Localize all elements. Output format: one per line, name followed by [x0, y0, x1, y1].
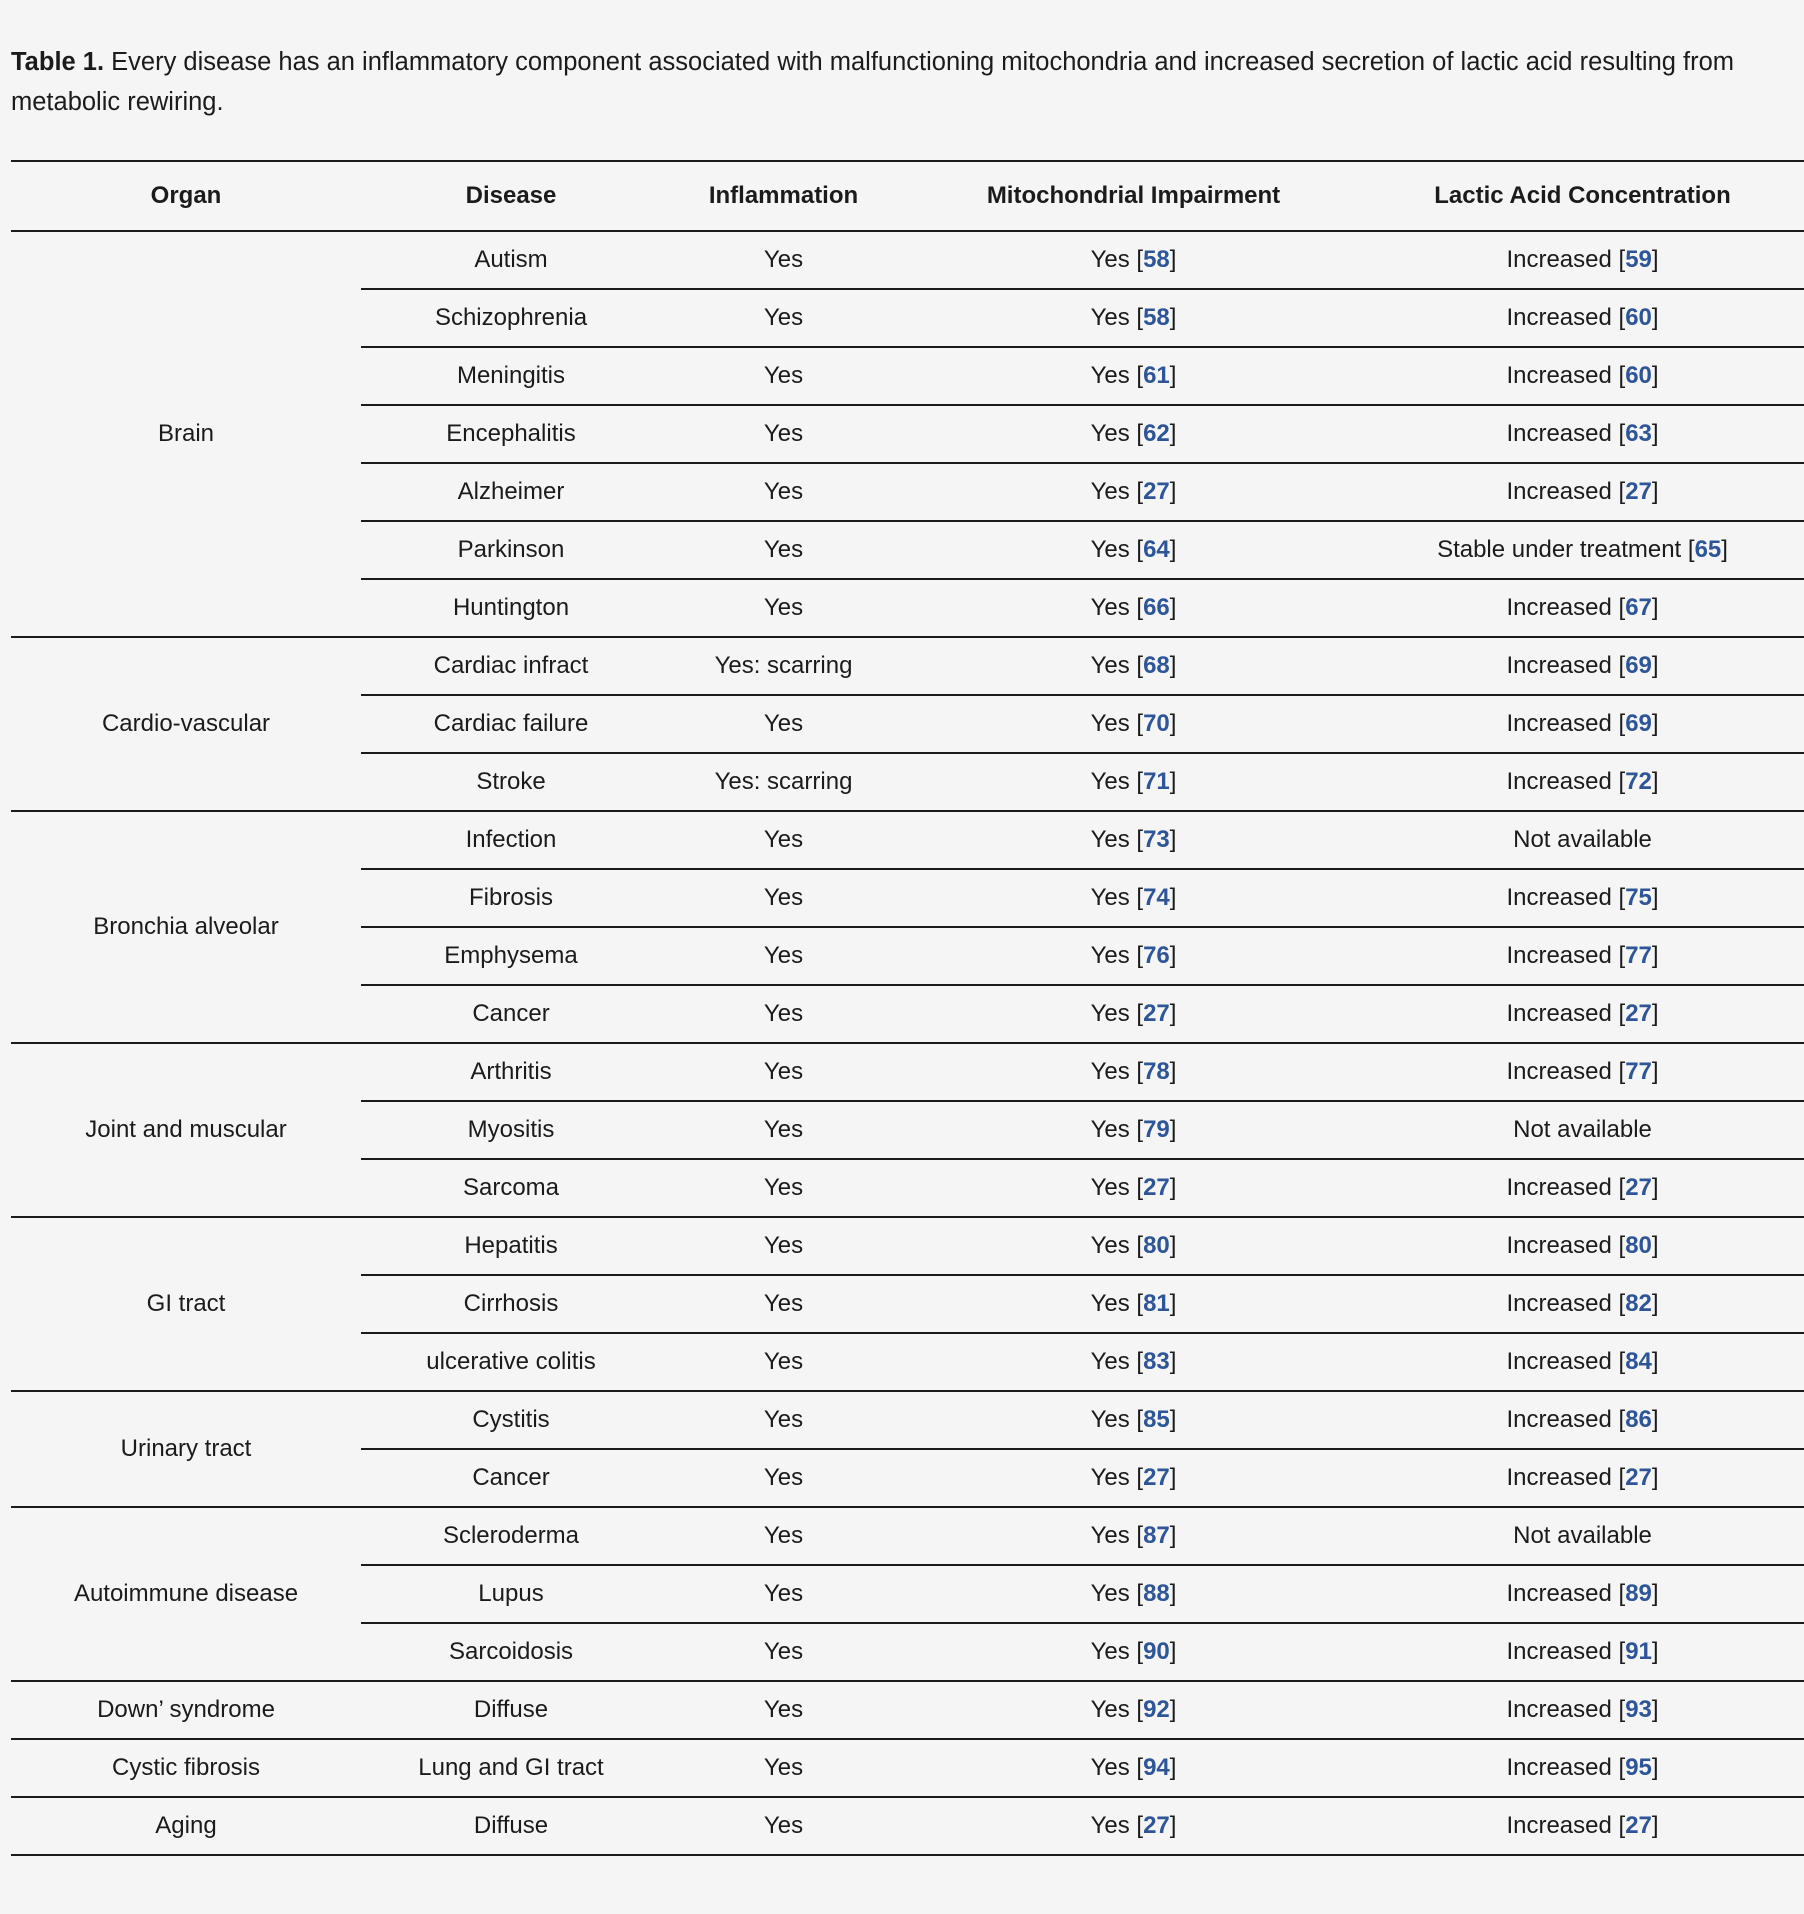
header-disease: Disease — [361, 161, 661, 231]
mitochondrial-impairment-cell: Yes [27] — [906, 1797, 1361, 1855]
mitochondrial-value: Yes — [1090, 362, 1130, 389]
citation-link[interactable]: 92 — [1143, 1696, 1170, 1723]
lactic-acid-cell: Increased [95] — [1361, 1739, 1804, 1797]
lactic-acid-cell — [1361, 811, 1804, 869]
lactic-acid-cell: Increased [69] — [1361, 695, 1804, 753]
citation-link[interactable]: 63 — [1625, 420, 1652, 447]
disease-cell: Diffuse — [361, 1681, 661, 1739]
disease-cell: Sarcoma — [361, 1159, 661, 1217]
citation-link[interactable]: 27 — [1143, 1174, 1170, 1201]
table-row — [11, 1739, 1804, 1797]
lactic-acid-value: Increased — [1506, 768, 1612, 795]
lactic-acid-value: Increased — [1506, 420, 1612, 447]
mitochondrial-value: Yes — [1090, 594, 1130, 621]
inflammation-cell: Yes — [661, 463, 906, 521]
citation-link[interactable]: 66 — [1143, 594, 1170, 621]
disease-cell: Sarcoidosis — [361, 1623, 661, 1681]
inflammation-cell: Yes — [661, 1217, 906, 1275]
citation-link[interactable]: 76 — [1143, 942, 1170, 969]
table-header-row — [11, 161, 1804, 231]
citation-link[interactable]: 60 — [1625, 304, 1652, 331]
citation-link[interactable]: 27 — [1143, 1812, 1170, 1839]
table-row — [11, 1507, 1804, 1565]
citation-link[interactable]: 64 — [1143, 536, 1170, 563]
organ-cell: Cardio-vascular — [11, 637, 361, 811]
disease-cell: Scleroderma — [361, 1507, 661, 1565]
mitochondrial-value: Yes — [1090, 942, 1130, 969]
mitochondrial-value: Yes — [1090, 652, 1130, 679]
lactic-acid-value: Increased — [1506, 1348, 1612, 1375]
citation-link[interactable]: 68 — [1143, 652, 1170, 679]
inflammation-cell: Yes — [661, 1101, 906, 1159]
lactic-acid-cell: Increased [89] — [1361, 1565, 1804, 1623]
citation-link[interactable]: 81 — [1143, 1290, 1170, 1317]
mitochondrial-impairment-cell: Yes [68] — [906, 637, 1361, 695]
citation-link[interactable]: 60 — [1625, 362, 1652, 389]
lactic-acid-value: Increased — [1506, 246, 1612, 273]
lactic-acid-value: Increased — [1506, 1406, 1612, 1433]
citation-link[interactable]: 77 — [1625, 1058, 1652, 1085]
citation-link[interactable]: 27 — [1143, 1000, 1170, 1027]
mitochondrial-impairment-cell: Yes [76] — [906, 927, 1361, 985]
lactic-acid-value: Increased — [1506, 594, 1612, 621]
mitochondrial-value: Yes — [1090, 1406, 1130, 1433]
citation-link[interactable]: 61 — [1143, 362, 1170, 389]
header-organ: Organ — [11, 161, 361, 231]
lactic-acid-value: Not available — [1513, 1116, 1652, 1143]
table-caption-label: Table 1. — [11, 48, 105, 76]
inflammation-cell: Yes — [661, 521, 906, 579]
lactic-acid-value: Increased — [1506, 942, 1612, 969]
disease-cell: Fibrosis — [361, 869, 661, 927]
disease-cell: Encephalitis — [361, 405, 661, 463]
lactic-acid-cell: Increased [27] — [1361, 1797, 1804, 1855]
organ-cell: Cystic fibrosis — [11, 1739, 361, 1797]
mitochondrial-impairment-cell: Yes [71] — [906, 753, 1361, 811]
disease-cell: Cancer — [361, 985, 661, 1043]
mitochondrial-impairment-cell: Yes [81] — [906, 1275, 1361, 1333]
citation-link[interactable]: 71 — [1143, 768, 1170, 795]
lactic-acid-value: Increased — [1506, 1290, 1612, 1317]
header-inflammation: Inflammation — [661, 161, 906, 231]
citation-link[interactable]: 58 — [1143, 304, 1170, 331]
mitochondrial-impairment-cell: Yes [27] — [906, 1449, 1361, 1507]
disease-cell: Infection — [361, 811, 661, 869]
disease-table — [11, 160, 1804, 1856]
citation-link[interactable]: 93 — [1625, 1696, 1652, 1723]
mitochondrial-impairment-cell: Yes [78] — [906, 1043, 1361, 1101]
citation-link[interactable]: 62 — [1143, 420, 1170, 447]
organ-cell: Down’ syndrome — [11, 1681, 361, 1739]
citation-link[interactable]: 84 — [1625, 1348, 1652, 1375]
lactic-acid-value: Not available — [1513, 826, 1652, 853]
disease-cell: Cardiac failure — [361, 695, 661, 753]
mitochondrial-value: Yes — [1090, 1464, 1130, 1491]
lactic-acid-value: Increased — [1506, 652, 1612, 679]
disease-cell: Cystitis — [361, 1391, 661, 1449]
citation-link[interactable]: 67 — [1625, 594, 1652, 621]
inflammation-cell: Yes — [661, 869, 906, 927]
citation-link[interactable]: 86 — [1625, 1406, 1652, 1433]
lactic-acid-value: Not available — [1513, 1522, 1652, 1549]
inflammation-cell: Yes — [661, 1623, 906, 1681]
lactic-acid-value: Increased — [1506, 1696, 1612, 1723]
lactic-acid-value: Increased — [1506, 1812, 1612, 1839]
mitochondrial-impairment-cell: Yes [61] — [906, 347, 1361, 405]
lactic-acid-cell: Increased [27] — [1361, 985, 1804, 1043]
table-row — [11, 231, 1804, 289]
mitochondrial-value: Yes — [1090, 826, 1130, 853]
citation-link[interactable]: 65 — [1694, 536, 1722, 563]
citation-link[interactable]: 27 — [1625, 1000, 1652, 1027]
mitochondrial-impairment-cell: Yes [27] — [906, 1159, 1361, 1217]
mitochondrial-impairment-cell: Yes [74] — [906, 869, 1361, 927]
mitochondrial-value: Yes — [1090, 1174, 1130, 1201]
mitochondrial-value: Yes — [1090, 536, 1130, 563]
mitochondrial-value: Yes — [1090, 710, 1130, 737]
mitochondrial-impairment-cell: Yes [73] — [906, 811, 1361, 869]
lactic-acid-cell — [1361, 1101, 1804, 1159]
inflammation-cell: Yes — [661, 1739, 906, 1797]
lactic-acid-value: Increased — [1506, 1464, 1612, 1491]
lactic-acid-cell — [1361, 1507, 1804, 1565]
lactic-acid-cell: Increased [63] — [1361, 405, 1804, 463]
mitochondrial-impairment-cell: Yes [70] — [906, 695, 1361, 753]
disease-cell: Cirrhosis — [361, 1275, 661, 1333]
citation-link[interactable]: 69 — [1625, 710, 1652, 737]
inflammation-cell: Yes — [661, 985, 906, 1043]
mitochondrial-value: Yes — [1090, 304, 1130, 331]
lactic-acid-value: Increased — [1506, 362, 1612, 389]
inflammation-cell: Yes — [661, 405, 906, 463]
inflammation-cell: Yes — [661, 1449, 906, 1507]
mitochondrial-value: Yes — [1090, 1348, 1130, 1375]
inflammation-cell: Yes — [661, 1391, 906, 1449]
mitochondrial-impairment-cell: Yes [58] — [906, 231, 1361, 289]
inflammation-cell: Yes — [661, 695, 906, 753]
table-row — [11, 811, 1804, 869]
disease-cell: Emphysema — [361, 927, 661, 985]
lactic-acid-cell: Increased [69] — [1361, 637, 1804, 695]
table-row — [11, 1681, 1804, 1739]
disease-cell: Alzheimer — [361, 463, 661, 521]
disease-cell: Hepatitis — [361, 1217, 661, 1275]
table-container — [11, 0, 1804, 1839]
mitochondrial-value: Yes — [1090, 1290, 1130, 1317]
citation-link[interactable]: 69 — [1625, 652, 1652, 679]
lactic-acid-cell: Increased [75] — [1361, 869, 1804, 927]
mitochondrial-impairment-cell: Yes [94] — [906, 1739, 1361, 1797]
mitochondrial-impairment-cell: Yes [62] — [906, 405, 1361, 463]
inflammation-cell: Yes — [661, 1275, 906, 1333]
citation-link[interactable]: 75 — [1625, 884, 1652, 911]
inflammation-cell: Yes — [661, 289, 906, 347]
disease-cell: ulcerative colitis — [361, 1333, 661, 1391]
table-row — [11, 1217, 1804, 1275]
citation-link[interactable]: 58 — [1143, 246, 1170, 273]
table-body — [11, 231, 1804, 1855]
organ-cell: GI tract — [11, 1217, 361, 1391]
inflammation-cell: Yes — [661, 1159, 906, 1217]
inflammation-cell: Yes — [661, 1797, 906, 1855]
disease-cell: Lung and GI tract — [361, 1739, 661, 1797]
citation-link[interactable]: 94 — [1143, 1754, 1170, 1781]
mitochondrial-value: Yes — [1090, 1638, 1130, 1665]
inflammation-cell: Yes — [661, 811, 906, 869]
lactic-acid-value: Increased — [1506, 1754, 1612, 1781]
mitochondrial-value: Yes — [1090, 1116, 1130, 1143]
citation-link[interactable]: 27 — [1625, 1464, 1652, 1491]
citation-link[interactable]: 78 — [1143, 1058, 1170, 1085]
mitochondrial-impairment-cell: Yes [27] — [906, 985, 1361, 1043]
disease-cell: Cancer — [361, 1449, 661, 1507]
mitochondrial-value: Yes — [1090, 478, 1130, 505]
citation-link[interactable]: 80 — [1143, 1232, 1170, 1259]
mitochondrial-value: Yes — [1090, 1232, 1130, 1259]
organ-cell: Bronchia alveolar — [11, 811, 361, 1043]
mitochondrial-impairment-cell: Yes [92] — [906, 1681, 1361, 1739]
disease-cell: Autism — [361, 231, 661, 289]
citation-link[interactable]: 74 — [1143, 884, 1170, 911]
mitochondrial-value: Yes — [1090, 768, 1130, 795]
header-mitochondrial-impairment: Mitochondrial Impairment — [906, 161, 1361, 231]
table-row — [11, 1043, 1804, 1101]
inflammation-cell: Yes — [661, 1333, 906, 1391]
citation-link[interactable]: 70 — [1143, 710, 1170, 737]
mitochondrial-value: Yes — [1090, 1812, 1130, 1839]
mitochondrial-impairment-cell: Yes [79] — [906, 1101, 1361, 1159]
lactic-acid-cell: Increased [27] — [1361, 1159, 1804, 1217]
lactic-acid-cell: Increased [84] — [1361, 1333, 1804, 1391]
lactic-acid-value: Increased — [1506, 1580, 1612, 1607]
disease-cell: Huntington — [361, 579, 661, 637]
header-lactic-acid-concentration: Lactic Acid Concentration — [1361, 161, 1804, 231]
organ-cell: Autoimmune disease — [11, 1507, 361, 1681]
disease-cell: Diffuse — [361, 1797, 661, 1855]
mitochondrial-impairment-cell: Yes [64] — [906, 521, 1361, 579]
citation-link[interactable]: 72 — [1625, 768, 1652, 795]
mitochondrial-impairment-cell: Yes [80] — [906, 1217, 1361, 1275]
lactic-acid-value: Increased — [1506, 1638, 1612, 1665]
citation-link[interactable]: 88 — [1143, 1580, 1170, 1607]
citation-link[interactable]: 73 — [1143, 826, 1170, 853]
mitochondrial-value: Yes — [1090, 1522, 1130, 1549]
inflammation-cell: Yes — [661, 347, 906, 405]
organ-cell: Urinary tract — [11, 1391, 361, 1507]
lactic-acid-value: Increased — [1506, 304, 1612, 331]
lactic-acid-cell: Increased [60] — [1361, 289, 1804, 347]
citation-link[interactable]: 27 — [1143, 1464, 1170, 1491]
lactic-acid-cell: Increased [27] — [1361, 1449, 1804, 1507]
lactic-acid-cell: Stable under treatment [65] — [1361, 521, 1804, 579]
mitochondrial-impairment-cell: Yes [90] — [906, 1623, 1361, 1681]
lactic-acid-cell: Increased [59] — [1361, 231, 1804, 289]
citation-link[interactable]: 27 — [1625, 478, 1652, 505]
mitochondrial-impairment-cell: Yes [85] — [906, 1391, 1361, 1449]
mitochondrial-value: Yes — [1090, 1754, 1130, 1781]
lactic-acid-cell: Increased [80] — [1361, 1217, 1804, 1275]
lactic-acid-cell: Increased [77] — [1361, 1043, 1804, 1101]
citation-link[interactable]: 91 — [1625, 1638, 1652, 1665]
mitochondrial-impairment-cell: Yes [83] — [906, 1333, 1361, 1391]
citation-link[interactable]: 90 — [1143, 1638, 1170, 1665]
mitochondrial-value: Yes — [1090, 1696, 1130, 1723]
lactic-acid-cell: Increased [60] — [1361, 347, 1804, 405]
citation-link[interactable]: 83 — [1143, 1348, 1170, 1375]
lactic-acid-cell: Increased [93] — [1361, 1681, 1804, 1739]
disease-cell: Lupus — [361, 1565, 661, 1623]
inflammation-cell: Yes — [661, 1043, 906, 1101]
mitochondrial-value: Yes — [1090, 1580, 1130, 1607]
disease-cell: Arthritis — [361, 1043, 661, 1101]
lactic-acid-cell: Increased [72] — [1361, 753, 1804, 811]
mitochondrial-value: Yes — [1090, 1000, 1130, 1027]
lactic-acid-cell: Increased [67] — [1361, 579, 1804, 637]
citation-link[interactable]: 82 — [1625, 1290, 1652, 1317]
lactic-acid-cell: Increased [86] — [1361, 1391, 1804, 1449]
lactic-acid-value: Increased — [1506, 710, 1612, 737]
lactic-acid-value: Increased — [1506, 1174, 1612, 1201]
disease-cell: Parkinson — [361, 521, 661, 579]
lactic-acid-value: Increased — [1506, 1232, 1612, 1259]
citation-link[interactable]: 77 — [1625, 942, 1652, 969]
citation-link[interactable]: 27 — [1625, 1812, 1652, 1839]
inflammation-cell: Yes — [661, 1507, 906, 1565]
inflammation-cell: Yes — [661, 1565, 906, 1623]
inflammation-cell: Yes: scarring — [661, 753, 906, 811]
inflammation-cell: Yes — [661, 1681, 906, 1739]
citation-link[interactable]: 27 — [1143, 478, 1170, 505]
table-caption — [11, 0, 1801, 122]
lactic-acid-value: Increased — [1506, 1058, 1612, 1085]
mitochondrial-value: Yes — [1090, 246, 1130, 273]
citation-link[interactable]: 79 — [1143, 1116, 1170, 1143]
disease-cell: Meningitis — [361, 347, 661, 405]
lactic-acid-cell: Increased [77] — [1361, 927, 1804, 985]
lactic-acid-value: Increased — [1506, 478, 1612, 505]
organ-cell: Brain — [11, 231, 361, 637]
disease-cell: Cardiac infract — [361, 637, 661, 695]
mitochondrial-impairment-cell: Yes [88] — [906, 1565, 1361, 1623]
lactic-acid-cell: Increased [91] — [1361, 1623, 1804, 1681]
lactic-acid-value: Increased — [1506, 1000, 1612, 1027]
organ-cell: Aging — [11, 1797, 361, 1855]
table-row — [11, 1391, 1804, 1449]
table-row — [11, 637, 1804, 695]
citation-link[interactable]: 59 — [1625, 246, 1652, 273]
citation-link[interactable]: 85 — [1143, 1406, 1170, 1433]
inflammation-cell: Yes — [661, 927, 906, 985]
citation-link[interactable]: 89 — [1625, 1580, 1652, 1607]
mitochondrial-value: Yes — [1090, 884, 1130, 911]
table-row — [11, 1797, 1804, 1855]
mitochondrial-value: Yes — [1090, 420, 1130, 447]
organ-cell: Joint and muscular — [11, 1043, 361, 1217]
mitochondrial-value: Yes — [1090, 1058, 1130, 1085]
mitochondrial-impairment-cell: Yes [58] — [906, 289, 1361, 347]
disease-cell: Myositis — [361, 1101, 661, 1159]
disease-cell: Schizophrenia — [361, 289, 661, 347]
lactic-acid-cell: Increased [82] — [1361, 1275, 1804, 1333]
inflammation-cell: Yes: scarring — [661, 637, 906, 695]
table-caption-text: Every disease has an inflammatory component associated with malfunctioning mitochondria and increased secretion of lactic acid resulting from metabolic rewiring. — [11, 48, 1735, 116]
mitochondrial-impairment-cell: Yes [87] — [906, 1507, 1361, 1565]
disease-cell: Stroke — [361, 753, 661, 811]
citation-link[interactable]: 87 — [1143, 1522, 1170, 1549]
mitochondrial-impairment-cell: Yes [66] — [906, 579, 1361, 637]
inflammation-cell: Yes — [661, 231, 906, 289]
citation-link[interactable]: 27 — [1625, 1174, 1652, 1201]
mitochondrial-impairment-cell: Yes [27] — [906, 463, 1361, 521]
lactic-acid-value: Increased — [1506, 884, 1612, 911]
lactic-acid-cell: Increased [27] — [1361, 463, 1804, 521]
citation-link[interactable]: 80 — [1625, 1232, 1652, 1259]
citation-link[interactable]: 95 — [1625, 1754, 1652, 1781]
lactic-acid-value: Stable under treatment — [1437, 536, 1682, 563]
inflammation-cell: Yes — [661, 579, 906, 637]
